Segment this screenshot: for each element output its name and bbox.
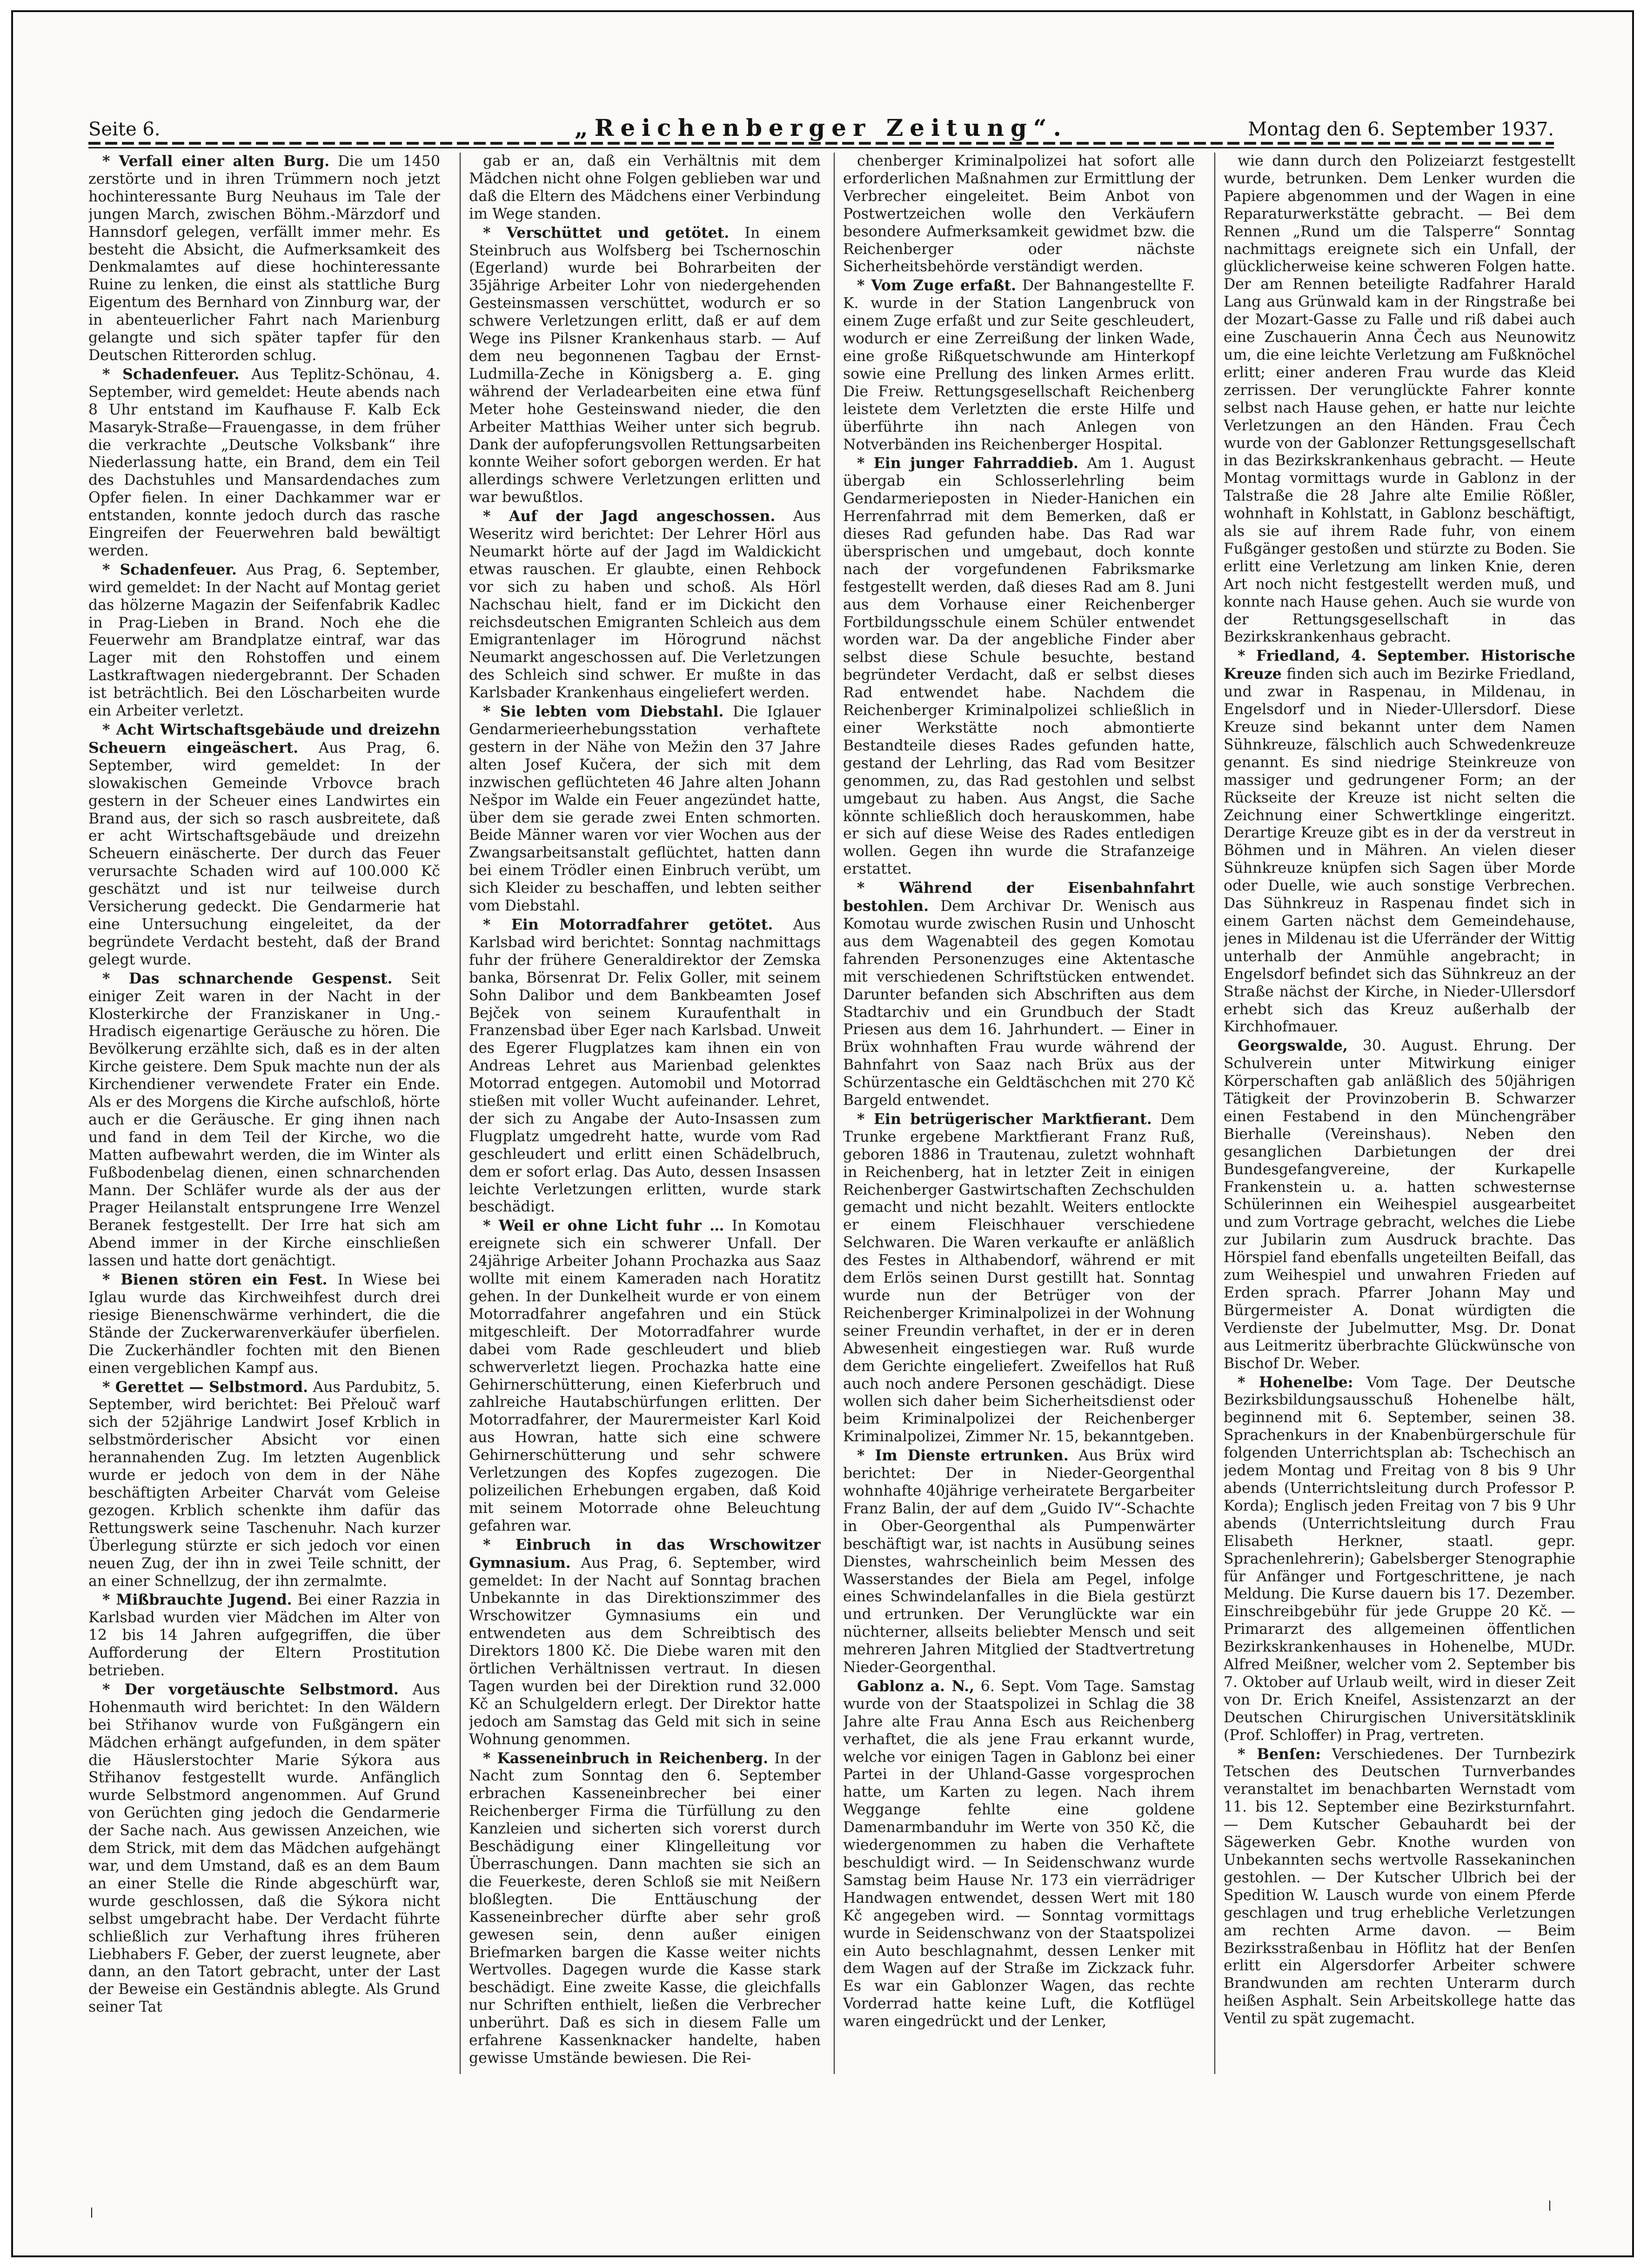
page-mark bbox=[1549, 2201, 1550, 2211]
article-column-4: wie dann durch den Polizeiarzt festgestellt wurde, betrunken. Dem Lenker wurden die Papiere abgenommen und der Wagen in eine Reparaturwerkstätte gebracht. — Bei dem Rennen „Rund um die Talsperre“ Sonntag nachmittags ereignete sich ein Unfall, der glücklicherweise keine schweren Folgen hatte. Der am Rennen beteiligte Radfahrer Harald Lang aus Grünwald kam in der Ringstraße bei der Mozart-Gasse zu Falle und riß dabei auch eine Zuschauerin Anna Čech aus Neunowitz um, die eine leichte Verletzung am Fußknöchel erlitt; einer anderen Frau wurde das Kleid zerrissen. Der verunglückte Fahrer konnte selbst nach Hause gehen, er hatte nur leichte Verletzungen an den Händen. Frau Čech wurde von der Gablonzer Rettungsgesellschaft in das Bezirkskrankenhaus gebracht. — Heute Montag vormittags wurde in Gablonz in der Talstraße die 28 Jahre alte Emilie Rößler, wohnhaft in Kohlstatt, in Gablonz beschäftigt, als sie auf ihrem Rade fuhr, von einem Fußgänger gestoßen und stürzte zu Boden. Sie erlitt eine Verletzung am linken Knie, deren Art noch nicht festgestellt werden muß, und konnte nach Hause gehen. Auch sie wurde von der Rettungsgesellschaft in das Bezirkskrankenhaus gebracht. * Friedland, 4. September. Historische Kreuze finden sich auch im Bezirke Friedland, und zwar in Raspenau, in Mildenau, in Engelsdorf und in Nieder-Ullersdorf. Diese Kreuze sind bekannt unter dem Namen Sühnkreuze, fälschlich auch Schwedenkreuze genannt. Es sind niedrige Steinkreuze von massiger und gedrungener Form; an der Rückseite der Kreuze ist nicht selten die Zeichnung einer Schwertklinge eingeritzt. Derartige Kreuze gibt es in der da verstreut in Böhmen und in Mähren. An vielen dieser Sühnkreuze knüpfen sich Sagen über Morde oder Duelle, wie auch sonstige Verbrechen. Das Sühnkreuz in Raspenau findet sich in einem Garten nächst dem Gemeindehause, jenes in Mildenau ist die Uferränder der Wittig unterhalb der Anmühle angebracht; in Engelsdorf befindet sich das Sühnkreuz an der Straße nächst der Kirche, in Nieder-Ullersdorf erhebt sich das Kreuz außerhalb der Kirchhofmauer. Georgswalde, 30. August. Ehrung. Der Schulverein unter Mitwirkung einiger Körperschaften gab anläßlich des 50jährigen Tätigkeit der Provinzoberin B. Schwarzer einen Festabend in den Münchengräber Bierhalle (Vereinshaus). Neben den gesanglichen Darbietungen der drei Bundesgefangvereine, der Kurkapelle Frankenstein u. a. hatten schwesternse Schülerinnen ein Weihespiel ausgearbeitet und zum Vortrage gebracht, welches die Liebe zur Jubilarin zum Ausdruck brachte. Das Hörspiel fand ebenfalls ungeteilten Beifall, das zum Weihespiel und unwahren Frieden auf Erden sprach. Pfarrer Johann May und Bürgermeister A. Donat würdigten die Verdienste der Jubelmutter, Msg. Dr. Donat aus Leitmeritz überbrachte Glückwünsche von Bischof Dr. Weber. * Hohenelbe: Vom Tage. Der Deutsche Bezirksbildungsausschuß Hohenelbe hält, beginnend mit 6. September, seinen 38. Sprachenkurs in der Knabenbürgerschule für folgenden Unterrichtsplan ab: Tschechisch an jedem Montag und Freitag von 8 bis 9 Uhr abends (Unterrichtsleitung durch Professor P. Korda); Englisch jeden Freitag von 7 bis 9 Uhr abends (Unterrichtsleitung durch Frau Elisabeth Herkner, staatl. gepr. Sprachenlehrerin); Gabelsberger Stenographie für Anfänger und Fortgeschrittene, je nach Meldung. Die Kurse dauern bis 17. Dezember. Einschreibgebühr für jede Gruppe 20 Kč. — Primararzt des allgemeinen öffentlichen Bezirkskrankenhauses in Hohenelbe, MUDr. Alfred Meißner, welcher vom 2. September bis 7. Oktober auf Urlaub weilt, wird in dieser Zeit von Dr. Erich Kneifel, Assistenzarzt an der Deutschen Chirurgischen Universitätsklinik (Prof. Schloffer) in Prag, vertreten. * Benſen: Verschiedenes. Der Turnbezirk Tetschen des Deutschen Turnverbandes veranstaltet im benachbarten Wernstadt vom 11. bis 12. September eine Bezirksturnfahrt. — Dem Kutscher Gebauhardt bei der Sägewerken Gebr. Knothe wurden von Unbekannten sechs wertvolle Rassekaninchen gestohlen. — Der Kutscher Ulbrich bei der Spedition W. Lausch wurde von einem Pferde geschlagen und trug erhebliche Verletzungen am rechten Arme davon. — Beim Bezirksstraßenbau in Höflitz hat der Benſen erlitt ein Algersdorfer Arbeiter schwere Brandwunden am rechten Unterarm durch heißen Asphalt. Sein Arbeitskollege hatte das Ventil zu spät zugemacht. bbox=[1224, 153, 1575, 2027]
column-divider bbox=[834, 153, 835, 2074]
article-column-1: * Verfall einer alten Burg. Die um 1450 zerstörte und in ihren Trümmern noch jetzt hochinteressante Burg Neuhaus im Tale der jungen March, zwischen Böhm.-Märzdorf und Hannsdorf gelegen, verfällt immer mehr. Es besteht die Absicht, die Aufmerksamkeit des Denkmalamtes auf diese hochinteressante Ruine zu lenken, die einst als stattliche Burg Eigentum des Bernhard von Zinnburg war, der in abenteuerlicher Fahrt nach Marienburg gelangte und sich später tapfer für den Deutschen Ritterorden schlug. * Schadenfeuer. Aus Teplitz-Schönau, 4. September, wird gemeldet: Heute abends nach 8 Uhr entstand im Kaufhause F. Kalb Eck Masaryk-Straße—Frauengasse, in dem früher die verkrachte „Deutsche Volksbank“ ihre Niederlassung hatte, ein Brand, dem ein Teil des Dachstuhles und Mansardendaches zum Opfer fielen. In einer Dachkammer war er entstanden, konnte jedoch durch das rasche Eingreifen der Feuerwehren bald bewältigt werden. * Schadenfeuer. Aus Prag, 6. September, wird gemeldet: In der Nacht auf Montag geriet das hölzerne Magazin der Seifenfabrik Kadlec in Prag-Lieben in Brand. Noch ehe die Feuerwehr am Brandplatze eintraf, war das Lager mit den Rohstoffen und einem Lastkraftwagen niedergebrannt. Der Schaden ist beträchtlich. Bei den Löscharbeiten wurde ein Arbeiter verletzt. * Acht Wirtschaftsgebäude und dreizehn Scheuern eingeäschert. Aus Prag, 6. September, wird gemeldet: In der slowakischen Gemeinde Vrbovce brach gestern in der Scheuer eines Landwirtes ein Brand aus, der sich so rasch ausbreitete, daß er acht Wirtschaftsgebäude und dreizehn Scheuern einäscherte. Der durch das Feuer verursachte Schaden wird auf 100.000 Kč geschätzt und ist nur teilweise durch Versicherung gedeckt. Die Gendarmerie hat eine Untersuchung eingeleitet, da der begründete Verdacht besteht, daß der Brand gelegt wurde. * Das schnarchende Gespenst. Seit einiger Zeit waren in der Nacht in der Klosterkirche der Franziskaner in Ung.-Hradisch eigenartige Geräusche zu hören. Die Bevölkerung erzählte sich, daß es in der alten Kirche geistere. Dem Spuk machte nun der als Kirchendiener verwendete Frater ein Ende. Als er des Morgens die Kirche aufschloß, hörte auch er die Geräusche. Er ging ihnen nach und fand in dem Teil der Kirche, wo die Matten aufbewahrt werden, die im Winter als Fußbodenbelag dienen, einen schnarchenden Mann. Der Schläfer wurde als der aus der Prager Heilanstalt entsprungene Irre Wenzel Beranek festgestellt. Der Irre hat sich am Abend immer in der Kirche einschließen lassen und hatte dort genächtigt. * Bienen stören ein Fest. In Wiese bei Iglau wurde das Kirchweihfest durch drei riesige Bienenschwärme verhindert, die die Stände der Zuckerwarenverkäufer überfielen. Die Zuckerhändler fochten mit den Bienen einen vergeblichen Kampf aus. * Gerettet — Selbstmord. Aus Pardubitz, 5. September, wird berichtet: Bei Přelouč warf sich der 52jährige Landwirt Josef Krblich in selbstmörderischer Absicht vor einen herannahenden Zug. Im letzten Augenblick wurde er jedoch von dem in der Nähe beschäftigten Arbeiter Charvát vom Geleise gezogen. Krblich schenkte ihm dafür das Rettungswerk seine Taschenuhr. Nach kurzer Überlegung stürzte er sich jedoch vor einen neuen Zug, der ihn in zwei Teile schnitt, der an einer Schnellzug, der ihn zermalmte. * Mißbrauchte Jugend. Bei einer Razzia in Karlsbad wurden vier Mädchen im Alter von 12 bis 14 Jahren aufgegriffen, die über Aufforderung der Eltern Prostitution betrieben. * Der vorgetäuschte Selbstmord. Aus Hohenmauth wird berichtet: In den Wäldern bei Střihanov wurde von Fußgängern ein Mädchen erhängt aufgefunden, in dem später die Häuslerstochter Marie Sýkora aus Střihanov festgestellt wurde. Anfänglich wurde Selbstmord angenommen. Auf Grund von Gerüchten ging jedoch die Gendarmerie der Sache nach. Aus gewissen Anzeichen, wie dem Strick, mit dem das Mädchen aufgehängt war, und dem Umstand, daß es an dem Baum an einer Stelle die Rinde abgeschürft war, wurde geschlossen, daß die Sýkora nicht selbst umgebracht habe. Der Verdacht führte schließlich zur Verhaftung ihres früheren Liebhabers F. Geber, der zuerst leugnete, aber dann, an den Tatort gebracht, unter der Last der Beweise ein Geständnis ablegte. Als Grund seiner Tat bbox=[88, 153, 440, 2016]
header-rule-thin bbox=[88, 147, 1554, 148]
newspaper-title: „Reichenberger Zeitung“. bbox=[575, 114, 1068, 141]
issue-date: Montag den 6. September 1937. bbox=[1248, 119, 1554, 140]
article-column-3: chenberger Kriminalpolizei hat sofort alle erforderlichen Maßnahmen zur Ermittlung der Verbrecher eingeleitet. Beim Anbot von Postwertzeichen wolle den Verkäufern besondere Aufmerksamkeit gewidmet bzw. die Reichenberger oder nächste Sicherheitsbehörde verständigt werden. * Vom Zuge erfaßt. Der Bahnangestellte F. K. wurde in der Station Langenbruck von einem Zuge erfaßt und zur Seite geschleudert, wodurch er eine Zerreißung der linken Wade, eine große Rißquetschwunde am Hinterkopf sowie eine Prellung des linken Armes erlitt. Die Freiw. Rettungsgesellschaft Reichenberg leistete dem Verletzten die erste Hilfe und überführte ihn nach Anlegen von Notverbänden ins Reichenberger Hospital. * Ein junger Fahrraddieb. Am 1. August übergab ein Schlosserlehrling beim Gendarmerieposten in Nieder-Hanichen ein Herrenfahrrad mit dem Bemerken, daß er dieses Rad gefunden habe. Das Rad war übersprischen und umgebaut, doch konnte nach der vorgefundenen Fabriksmarke festgestellt werden, daß dieses Rad am 8. Juni aus dem Vorhause einer Reichenberger Fortbildungsschule einem Schüler entwendet worden war. Da der angebliche Finder aber selbst diese Schule besuchte, bestand begründeter Verdacht, daß er selbst dieses Rad entwendet habe. Nachdem die Reichenberger Kriminalpolizei schließlich in einer Werkstätte noch abmontierte Bestandteile dieses Rades gefunden hatte, gestand der Lehrling, das Rad vom Besitzer genommen, zu, das Rad gestohlen und selbst umgebaut zu haben. Aus Angst, die Sache könnte schließlich doch herauskommen, habe er sich auf diese Weise des Rades entledigen wollen. Gegen ihn wurde die Strafanzeige erstattet. * Während der Eisenbahnfahrt bestohlen. Dem Archivar Dr. Wenisch aus Komotau wurde zwischen Rusin und Unhoscht aus dem Wagenabteil des gegen Komotau fahrenden Personenzuges eine Aktentasche mit verschiedenen Schriftstücken entwendet. Darunter befanden sich Abschriften aus dem Stadtarchiv und ein Grundbuch der Stadt Priesen aus dem 16. Jahrhundert. — Einer in Brüx wohnhaften Frau wurde während der Bahnfahrt von Saaz nach Brüx aus der Schürzentasche ein Geldtäschchen mit 270 Kč Bargeld entwendet. * Ein betrügerischer Marktfierant. Dem Trunke ergebene Marktfierant Franz Ruß, geboren 1886 in Trautenau, zuletzt wohnhaft in Reichenberg, hat in letzter Zeit in einigen Reichenberger Gastwirtschaften Zechschulden gemacht und nicht bezahlt. Weiters entlockte er einem Fleischhauer verschiedene Selchwaren. Die Waren verkaufte er anläßlich des Festes in Althabendorf, während er mit dem Erlös seinen Durst gestillt hat. Sonntag wurde nun der Betrüger von der Reichenberger Kriminalpolizei in der Wohnung seiner Freundin verhaftet, in der er in deren Abwesenheit eingestiegen war. Ruß wurde dem Gerichte eingeliefert. Zweifellos hat Ruß auch noch andere Personen geschädigt. Diese wollen sich daher beim Sicherheitsdienst oder beim Kriminalpolizei der Reichenberger Kriminalpolizei, Zimmer Nr. 15, bekanntgeben. * Im Dienste ertrunken. Aus Brüx wird berichtet: Der in Nieder-Georgenthal wohnhafte 40jährige verheiratete Bergarbeiter Franz Balin, der auf dem „Guido IV“-Schachte in Ober-Georgenthal als Pumpenwärter beschäftigt war, ist nachts in Ausübung seines Dienstes, wahrscheinlich beim Messen des Wasserstandes der Biela am Pegel, infolge eines Schwindelanfalles in die Biela gestürzt und ertrunken. Der Verunglückte war ein nüchterner, allseits beliebter Mensch und seit mehreren Jahren Mitglied der Stadtvertretung Nieder-Georgenthal. Gablonz a. N., 6. Sept. Vom Tage. Samstag wurde von der Staatspolizei in Schlag die 38 Jahre alte Frau Anna Esch aus Reichenberg verhaftet, die als jene Frau erkannt wurde, welche vor einigen Tagen in Gablonz bei einer Partei in der Uhland-Gasse vorgesprochen hatte, um Karten zu legen. Nach ihrem Weggange fehlte eine goldene Damenarmbanduhr im Werte von 350 Kč, die wiedergenommen zu haben die Verhaftete beschuldigt wird. — In Seidenschwanz wurde Samstag beim Hause Nr. 173 ein vierrädriger Handwagen entwendet, dessen Wert mit 180 Kč angegeben wird. — Sonntag vormittags wurde in Seidenschwanz von der Staatspolizei ein Auto beschlagnahmt, dessen Lenker mit dem Wagen auf der Straße im Zickzack fuhr. Es war ein Gablonzer Wagen, das rechte Vorderrad hatte keine Luft, die Kotflügel waren eingedrückt und der Lenker, bbox=[843, 153, 1195, 2030]
header-rule bbox=[88, 142, 1554, 145]
page-mark bbox=[91, 2208, 92, 2218]
column-divider bbox=[1214, 153, 1215, 2074]
article-column-2: gab er an, daß ein Verhältnis mit dem Mädchen nicht ohne Folgen geblieben war und daß die Eltern des Mädchens einer Verbindung im Wege standen. * Verschüttet und getötet. In einem Steinbruch aus Wolfsberg bei Tschernoschin (Egerland) wurde bei Bohrarbeiten der 35jährige Arbeiter Lohr von niedergehenden Gesteinsmassen verschüttet, wodurch er so schwere Verletzungen erlitt, daß er auf dem Wege ins Pilsner Krankenhaus starb. — Auf dem neu begonnenen Tagbau der Ernst-Ludmilla-Zeche in Königsberg a. E. ging während der Verladearbeiten eine etwa fünf Meter hohe Gesteinswand nieder, die den Arbeiter Matthias Weiher unter sich begrub. Dank der aufopferungsvollen Rettungsarbeiten konnte Weiher sofort geborgen werden. Er hat allerdings schwere Verletzungen erlitten und war bewußtlos. * Auf der Jagd angeschossen. Aus Weseritz wird berichtet: Der Lehrer Hörl aus Neumarkt hörte auf der Jagd im Waldickicht etwas rauschen. Er glaubte, einen Rehbock vor sich zu haben und schoß. Als Hörl Nachschau hielt, fand er im Dickicht den reichsdeutschen Emigranten Schleich aus dem Emigrantenlager im Hörogrund nächst Neumarkt angeschossen auf. Die Verletzungen des Schleich sind schwer. Er mußte in das Karlsbader Krankenhaus eingeliefert werden. * Sie lebten vom Diebstahl. Die Iglauer Gendarmerieerhebungsstation verhaftete gestern in der Nähe von Mežin den 37 Jahre alten Josef Kučera, der sich mit dem inzwischen geflüchteten 46 Jahre alten Johann Nešpor im Walde ein Feuer angezündet hatte, über dem sie gerade zwei Enten schmorten. Beide Männer waren vor vier Wochen aus der Zwangsarbeitsanstalt geflüchtet, hatten dann bei einem Trödler einen Einbruch verübt, um sich Kleider zu beschaffen, und lebten seither vom Diebstahl. * Ein Motorradfahrer getötet. Aus Karlsbad wird berichtet: Sonntag nachmittags fuhr der frühere Generaldirektor der Zemska banka, Börsenrat Dr. Felix Goller, mit seinem Sohn Dalibor und dem Bankbeamten Josef Bejček von seinem Kuraufenthalt in Franzensbad über Eger nach Karlsbad. Unweit des Egerer Flugplatzes kam ihnen ein von Andreas Lehret aus Marienbad gelenktes Motorrad entgegen. Automobil und Motorrad stießen mit voller Wucht aufeinander. Lehret, der sich zu Angabe der Auto-Insassen zum Flugplatz umgedreht hatte, wurde vom Rad geschleudert und erlitt einen Schädelbruch, dem er sofort erlag. Das Auto, dessen Insassen leichte Verletzungen erlitten, wurde stark beschädigt. * Weil er ohne Licht fuhr … In Komotau ereignete sich ein schwerer Unfall. Der 24jährige Arbeiter Johann Prochazka aus Saaz wollte mit einem Kameraden nach Horatitz gehen. In der Dunkelheit wurde er von einem Motorradfahrer angefahren und ein Stück mitgeschleift. Der Motorradfahrer wurde dabei vom Rade geschleudert und blieb schwerverletzt liegen. Prochazka hatte eine Gehirnerschütterung, einen Kieferbruch und zahlreiche Hautabschürfungen erlitten. Der Motorradfahrer, der Maurermeister Karl Koid aus Howran, hatte sich eine schwere Gehirnerschütterung und sehr schwere Verletzungen des Kopfes zugezogen. Die polizeilichen Erhebungen ergaben, daß Koid mit seinem Motorrade ohne Beleuchtung gefahren war. * Einbruch in das Wrschowitzer Gymnasium. Aus Prag, 6. September, wird gemeldet: In der Nacht auf Sonntag brachen Unbekannte in das Direktionszimmer des Wrschowitzer Gymnasiums ein und entwendeten aus dem Schreibtisch des Direktors 1800 Kč. Die Diebe waren mit den örtlichen Verhältnissen vertraut. In diesen Tagen wurden bei der Direktion rund 32.000 Kč an Schulgeldern erlegt. Der Direktor hatte jedoch am Samstag das Geld mit sich in seine Wohnung genommen. * Kasseneinbruch in Reichenberg. In der Nacht zum Sonntag den 6. September erbrachen Kasseneinbrecher bei einer Reichenberger Firma die Türfüllung zu den Kanzleien und sicherten sich vorerst durch Beschädigung einer Klingelleitung vor Überraschungen. Dann machten sie sich an die Feuerkeste, deren Schloß sie mit Neißern bloßlegten. Die Enttäuschung der Kasseneinbrecher dürfte aber sehr groß gewesen sein, denn außer einigen Briefmarken bargen die Kasse weiter nichts Wertvolles. Dagegen wurde die Kasse stark beschädigt. Eine zweite Kasse, die gleichfalls nur Schriften enthielt, ließen die Verbrecher unberührt. Daß es sich in diesem Falle um erfahrene Kassenknacker handelte, haben gewisse Umstände bewiesen. Die Rei- bbox=[469, 153, 821, 2067]
column-divider bbox=[460, 153, 461, 2074]
page-number: Seite 6. bbox=[88, 119, 161, 140]
